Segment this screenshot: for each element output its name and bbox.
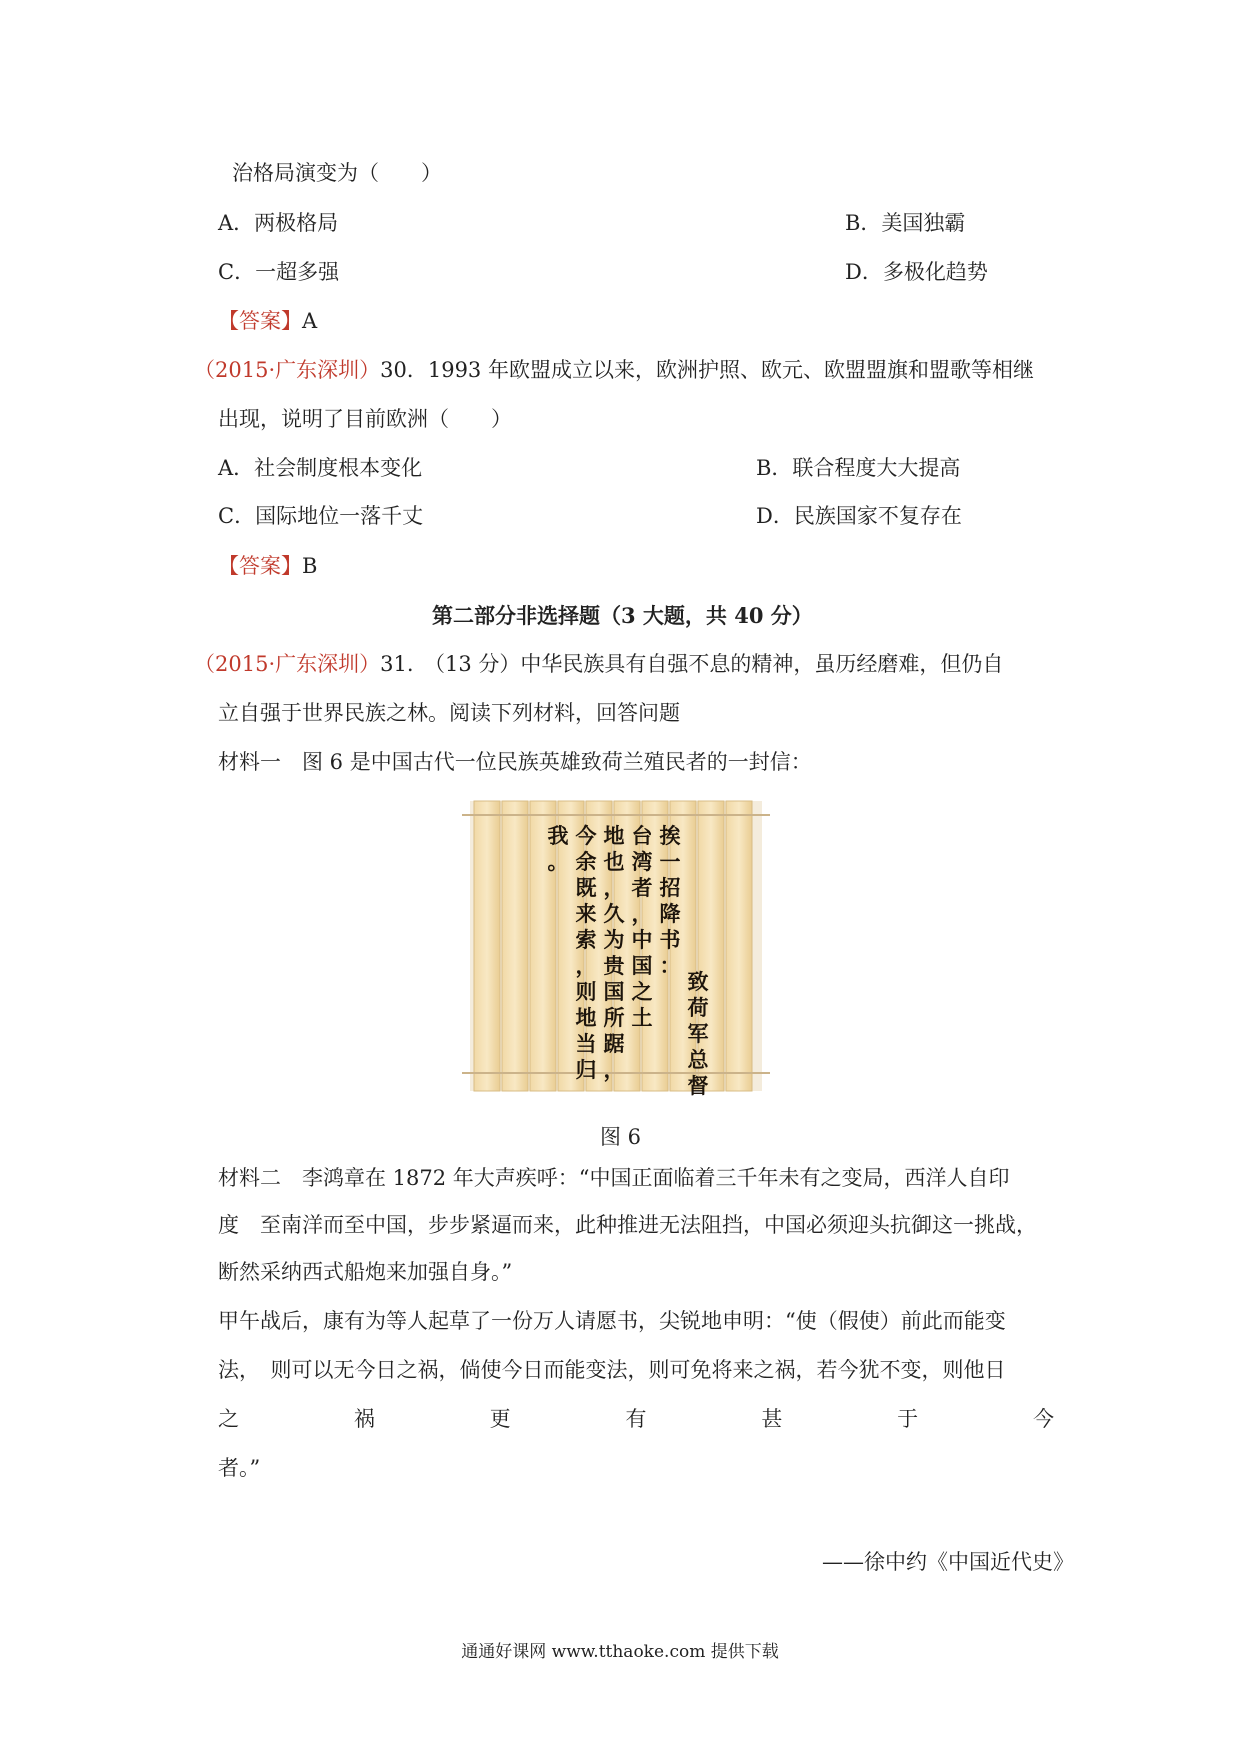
scroll-character: 荷 <box>687 995 709 1020</box>
material-two-line2: 度 至南洋而至中国，步步紧逼而来，此种推进无法阻挡，中国必须迎头抗御这一挑战， <box>218 1213 1037 1237</box>
q30-stem-line2: 出现，说明了目前欧洲（ ） <box>218 407 512 431</box>
scroll-character: ， <box>575 953 597 978</box>
q29-option-a: A．两极格局 <box>218 211 339 235</box>
answer-label: 【答案】 <box>218 309 302 333</box>
q31-stem-line2: 立自强于世界民族之林。阅读下列材料，回答问题 <box>218 701 680 725</box>
scroll-character: 降 <box>659 901 681 926</box>
scroll-character: 书 <box>659 927 681 952</box>
scroll-character: 来 <box>575 901 597 926</box>
scroll-character: 则 <box>575 979 597 1004</box>
spread-char: 有 <box>625 1407 647 1431</box>
q31-stem: 31. （13 分）中华民族具有自强不息的精神，虽历经磨难，但仍自 <box>380 652 1004 676</box>
paragraph-kang-line2: 法， 则可以无今日之祸，倘使今日而能变法，则可免将来之祸，若今犹不变，则他日 <box>218 1358 1006 1382</box>
answer-value: A <box>302 309 318 333</box>
section-title: 第二部分非选择题（3 大题，共 40 分） <box>432 603 813 628</box>
q30-option-c: C．国际地位一落千丈 <box>218 504 424 528</box>
scroll-character: 者 <box>631 875 653 900</box>
scroll-character: ， <box>603 1057 625 1082</box>
scroll-character: 所 <box>603 1005 625 1030</box>
scroll-character: 踞 <box>603 1031 625 1056</box>
scroll-character: ， <box>631 901 653 926</box>
q30-option-b: B．联合程度大大提高 <box>756 456 961 480</box>
paragraph-kang-line4: 者。” <box>218 1456 261 1480</box>
q30-answer <box>218 556 317 577</box>
citation: ——徐中约《中国近代史》 <box>822 1550 1074 1574</box>
scroll-character: 索 <box>575 927 597 952</box>
spread-char: 祸 <box>353 1407 375 1431</box>
spread-char: 今 <box>1032 1407 1054 1431</box>
scroll-character: 当 <box>575 1031 597 1056</box>
scroll-character: 国 <box>603 979 625 1004</box>
scroll-character: 中 <box>631 927 653 952</box>
scroll-character: 台 <box>631 823 653 848</box>
spread-char: 甚 <box>761 1407 783 1431</box>
scroll-character: 挨 <box>659 823 681 848</box>
spread-char: 于 <box>897 1407 919 1431</box>
bamboo-slip <box>474 801 500 1091</box>
scroll-character: 既 <box>575 875 597 900</box>
scroll-character: 一 <box>659 849 681 874</box>
q29-answer <box>218 311 317 332</box>
q29-option-b: B．美国独霸 <box>845 211 966 235</box>
scroll-character: 招 <box>659 875 681 900</box>
material-two-line3: 断然采纳西式船炮来加强自身。” <box>218 1260 513 1284</box>
q30-stem-line1 <box>194 360 1034 381</box>
scroll-character: ， <box>603 875 625 900</box>
paragraph-kang-line3 <box>218 1409 1054 1430</box>
scroll-character: 归 <box>575 1057 597 1082</box>
material-two-line1: 材料二 李鸿章在 1872 年大声疾呼：“中国正面临着三千年未有之变局，西洋人自印 <box>218 1166 1010 1190</box>
answer-label: 【答案】 <box>218 554 302 578</box>
q31-stem-line1 <box>194 654 1003 675</box>
scroll-character: 今 <box>575 823 597 848</box>
scroll-character: 为 <box>603 927 625 952</box>
bamboo-scroll-figure <box>462 795 770 1097</box>
q30-source: （2015·广东深圳） <box>194 358 381 382</box>
scroll-character: 地 <box>575 1005 597 1030</box>
scroll-character: 致 <box>687 969 709 994</box>
answer-value: B <box>302 554 318 578</box>
q31-source: （2015·广东深圳） <box>194 652 381 676</box>
q29-option-d: D．多极化趋势 <box>845 260 988 284</box>
q29-stem-tail: 治格局演变为（ ） <box>232 161 442 185</box>
scroll-character: 国 <box>631 953 653 978</box>
scroll-character: ： <box>659 953 681 978</box>
scroll-character: 之 <box>631 979 653 1004</box>
scroll-character: 军 <box>687 1021 709 1046</box>
scroll-character: 贵 <box>603 953 625 978</box>
q30-option-a: A．社会制度根本变化 <box>218 456 423 480</box>
footer: 通通好课网 www.tthaoke.com 提供下载 <box>461 1642 779 1662</box>
q30-option-d: D．民族国家不复存在 <box>756 504 962 528</box>
q29-option-c: C．一超多强 <box>218 260 340 284</box>
q30-stem: 30．1993 年欧盟成立以来，欧洲护照、欧元、欧盟盟旗和盟歌等相继 <box>380 358 1034 382</box>
bamboo-slip <box>726 801 752 1091</box>
paragraph-kang-line1: 甲午战后，康有为等人起草了一份万人请愿书，尖锐地申明：“使（假使）前此而能变 <box>218 1309 1006 1333</box>
bamboo-slip <box>502 801 528 1091</box>
material-one-intro: 材料一 图 6 是中国古代一位民族英雄致荷兰殖民者的一封信： <box>218 750 812 774</box>
scroll-character: 。 <box>547 849 569 874</box>
scroll-character: 余 <box>575 849 597 874</box>
spread-char: 之 <box>218 1407 239 1431</box>
scroll-character: 土 <box>631 1005 653 1030</box>
scroll-character: 我 <box>547 823 569 848</box>
scroll-character: 也 <box>603 849 625 874</box>
scroll-character: 督 <box>687 1073 709 1097</box>
figure-caption: 图 6 <box>600 1125 642 1149</box>
scroll-character: 总 <box>687 1047 709 1072</box>
scroll-character: 湾 <box>631 849 653 874</box>
spread-char: 更 <box>489 1407 511 1431</box>
scroll-character: 地 <box>603 823 625 848</box>
scroll-character: 久 <box>603 901 625 926</box>
